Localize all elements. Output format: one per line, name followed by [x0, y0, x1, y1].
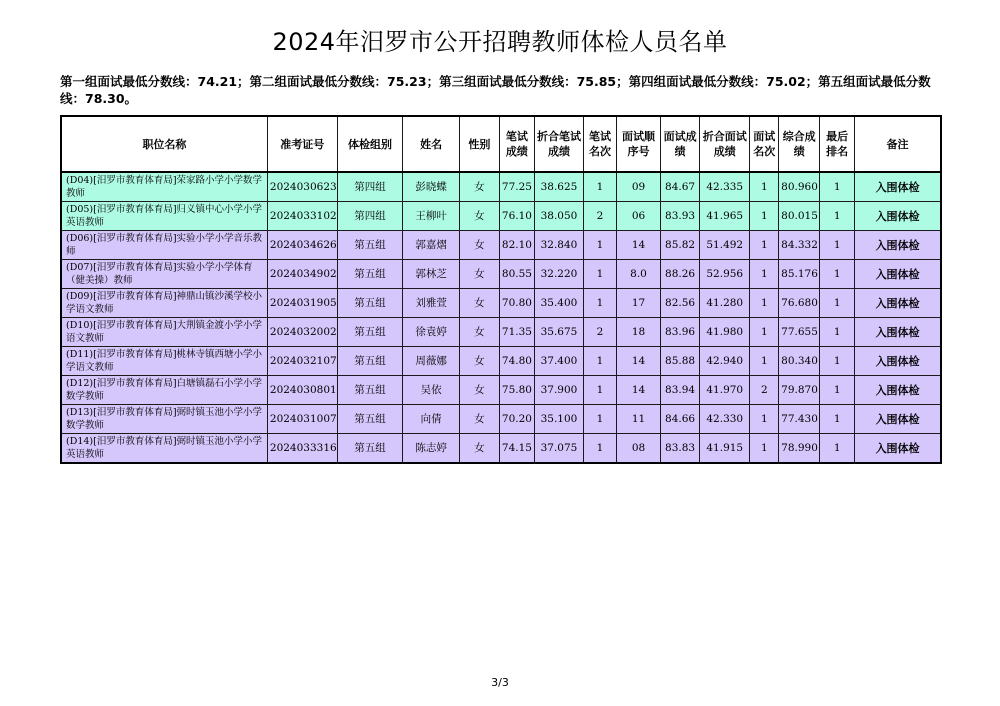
- table-cell: 第五组: [337, 318, 403, 347]
- table-cell: 郭嘉熠: [403, 231, 459, 260]
- header-row: [61, 116, 941, 172]
- table-cell: 41.280: [700, 289, 750, 318]
- table-cell: 11: [616, 405, 660, 434]
- table-cell: 1: [584, 347, 617, 376]
- table-cell: 17: [616, 289, 660, 318]
- table-cell: 女: [459, 347, 499, 376]
- table-cell: 2024030623: [267, 172, 337, 202]
- position-name-cell: (D10)[汨罗市教育体育局]大荆镇金渡小学小学语文教师: [61, 318, 267, 347]
- table-cell: 彭晓蝶: [403, 172, 459, 202]
- table-cell: 1: [584, 260, 617, 289]
- column-header: 综合成绩: [779, 116, 820, 172]
- table-row: [61, 172, 941, 202]
- table-cell: 88.26: [661, 260, 700, 289]
- column-header: 职位名称: [61, 116, 267, 172]
- table-cell: 35.400: [534, 289, 583, 318]
- position-name-cell: (D04)[汨罗市教育体育局]荣家路小学小学数学教师: [61, 172, 267, 202]
- table-cell: 1: [820, 434, 855, 464]
- table-cell: 14: [616, 347, 660, 376]
- position-name-cell: (D05)[汨罗市教育体育局]归义镇中心小学小学英语教师: [61, 202, 267, 231]
- table-cell: 70.20: [499, 405, 534, 434]
- column-header: 面试成绩: [661, 116, 700, 172]
- table-cell: 75.80: [499, 376, 534, 405]
- table-cell: 1: [820, 405, 855, 434]
- table-cell: 32.840: [534, 231, 583, 260]
- column-header: 笔试成绩: [499, 116, 534, 172]
- table-row: [61, 434, 941, 464]
- position-name-cell: (D14)[汨罗市教育体育局]弼时镇玉池小学小学英语教师: [61, 434, 267, 464]
- table-row: [61, 347, 941, 376]
- column-header: 准考证号: [267, 116, 337, 172]
- page-number: 3/3: [491, 676, 509, 689]
- table-cell: 77.655: [779, 318, 820, 347]
- table-cell: 09: [616, 172, 660, 202]
- table-cell: 1: [820, 172, 855, 202]
- table-cell: 80.960: [779, 172, 820, 202]
- table-cell: 1: [820, 202, 855, 231]
- table-cell: 83.94: [661, 376, 700, 405]
- table-cell: 1: [750, 405, 779, 434]
- position-name-cell: (D06)[汨罗市教育体育局]实验小学小学音乐教师: [61, 231, 267, 260]
- table-cell: 刘雅萱: [403, 289, 459, 318]
- column-header: 笔试名次: [584, 116, 617, 172]
- table-cell: 42.335: [700, 172, 750, 202]
- table-cell: 周薇娜: [403, 347, 459, 376]
- table-row: [61, 260, 941, 289]
- table-cell: 2024031905: [267, 289, 337, 318]
- table-cell: 83.93: [661, 202, 700, 231]
- table-row: [61, 231, 941, 260]
- table-cell: 2: [750, 376, 779, 405]
- table-cell: 女: [459, 434, 499, 464]
- score-cutoff-notice: 第一组面试最低分数线：74.21；第二组面试最低分数线：75.23；第三组面试最低分数线：75.85；第四组面试最低分数线：75.02；第五组面试最低分数线：78.30。: [60, 74, 931, 106]
- table-cell: 74.15: [499, 434, 534, 464]
- table-cell: 1: [750, 260, 779, 289]
- table-cell: 2024031007: [267, 405, 337, 434]
- remark-cell: 入围体检: [855, 376, 941, 405]
- table-cell: 37.400: [534, 347, 583, 376]
- table-cell: 1: [750, 318, 779, 347]
- table-cell: 76.680: [779, 289, 820, 318]
- table-cell: 第五组: [337, 405, 403, 434]
- table-cell: 第四组: [337, 202, 403, 231]
- remark-cell: 入围体检: [855, 434, 941, 464]
- table-cell: 74.80: [499, 347, 534, 376]
- table-cell: 80.340: [779, 347, 820, 376]
- page-title: 2024年汨罗市公开招聘教师体检人员名单: [272, 28, 728, 56]
- table-cell: 第五组: [337, 376, 403, 405]
- table-cell: 85.88: [661, 347, 700, 376]
- table-cell: 1: [750, 434, 779, 464]
- table-cell: 女: [459, 289, 499, 318]
- remark-cell: 入围体检: [855, 260, 941, 289]
- column-header: 面试名次: [750, 116, 779, 172]
- table-row: [61, 289, 941, 318]
- table-cell: 42.330: [700, 405, 750, 434]
- table-cell: 郭林芝: [403, 260, 459, 289]
- table-cell: 38.625: [534, 172, 583, 202]
- table-cell: 女: [459, 172, 499, 202]
- table-cell: 女: [459, 231, 499, 260]
- table-cell: 8.0: [616, 260, 660, 289]
- table-cell: 1: [750, 172, 779, 202]
- remark-cell: 入围体检: [855, 318, 941, 347]
- table-cell: 吴依: [403, 376, 459, 405]
- table-cell: 向倩: [403, 405, 459, 434]
- position-name-cell: (D11)[汨罗市教育体育局]桃林寺镇西塘小学小学语文教师: [61, 347, 267, 376]
- table-cell: 35.675: [534, 318, 583, 347]
- table-cell: 83.83: [661, 434, 700, 464]
- column-header: 最后排名: [820, 116, 855, 172]
- table-cell: 84.332: [779, 231, 820, 260]
- table-cell: 女: [459, 318, 499, 347]
- table-cell: 80.015: [779, 202, 820, 231]
- table-row: [61, 405, 941, 434]
- table-cell: 84.67: [661, 172, 700, 202]
- table-cell: 女: [459, 260, 499, 289]
- table-row: [61, 318, 941, 347]
- table-cell: 18: [616, 318, 660, 347]
- table-cell: 2: [584, 318, 617, 347]
- table-cell: 37.900: [534, 376, 583, 405]
- column-header: 体检组别: [337, 116, 403, 172]
- table-cell: 77.430: [779, 405, 820, 434]
- table-cell: 85.176: [779, 260, 820, 289]
- position-name-cell: (D13)[汨罗市教育体育局]弼时镇玉池小学小学数学教师: [61, 405, 267, 434]
- table-cell: 徐袁婷: [403, 318, 459, 347]
- table-cell: 1: [820, 318, 855, 347]
- table-cell: 82.10: [499, 231, 534, 260]
- table-cell: 77.25: [499, 172, 534, 202]
- table-cell: 06: [616, 202, 660, 231]
- table-cell: 女: [459, 405, 499, 434]
- column-header: 性别: [459, 116, 499, 172]
- table-cell: 1: [584, 289, 617, 318]
- table-cell: 1: [820, 289, 855, 318]
- table-cell: 1: [584, 405, 617, 434]
- table-cell: 1: [584, 231, 617, 260]
- table-row: [61, 376, 941, 405]
- table-body: [61, 172, 941, 463]
- remark-cell: 入围体检: [855, 347, 941, 376]
- table-cell: 83.96: [661, 318, 700, 347]
- table-cell: 82.56: [661, 289, 700, 318]
- position-name-cell: (D09)[汨罗市教育体育局]神鼎山镇沙溪学校小学语文教师: [61, 289, 267, 318]
- table-cell: 80.55: [499, 260, 534, 289]
- table-cell: 1: [820, 231, 855, 260]
- column-header: 面试顺序号: [616, 116, 660, 172]
- remark-cell: 入围体检: [855, 289, 941, 318]
- position-name-cell: (D12)[汨罗市教育体育局]白塘镇磊石小学小学数学教师: [61, 376, 267, 405]
- table-cell: 41.915: [700, 434, 750, 464]
- table-cell: 1: [750, 347, 779, 376]
- table-cell: 第五组: [337, 260, 403, 289]
- table-cell: 37.075: [534, 434, 583, 464]
- table-cell: 女: [459, 202, 499, 231]
- table-cell: 2: [584, 202, 617, 231]
- table-cell: 女: [459, 376, 499, 405]
- table-cell: 41.970: [700, 376, 750, 405]
- table-cell: 1: [584, 172, 617, 202]
- table-cell: 51.492: [700, 231, 750, 260]
- physical-exam-table: [60, 115, 942, 464]
- table-cell: 1: [820, 260, 855, 289]
- column-header: 折合面试成绩: [700, 116, 750, 172]
- table-cell: 14: [616, 376, 660, 405]
- position-name-cell: (D07)[汨罗市教育体育局]实验小学小学体育（健美操）教师: [61, 260, 267, 289]
- table-cell: 第五组: [337, 347, 403, 376]
- table-cell: 2024032002: [267, 318, 337, 347]
- table-cell: 1: [584, 376, 617, 405]
- table-cell: 84.66: [661, 405, 700, 434]
- table-cell: 71.35: [499, 318, 534, 347]
- remark-cell: 入围体检: [855, 202, 941, 231]
- column-header: 折合笔试成绩: [534, 116, 583, 172]
- remark-cell: 入围体检: [855, 405, 941, 434]
- remark-cell: 入围体检: [855, 172, 941, 202]
- table-cell: 32.220: [534, 260, 583, 289]
- table-cell: 76.10: [499, 202, 534, 231]
- table-cell: 79.870: [779, 376, 820, 405]
- table-cell: 85.82: [661, 231, 700, 260]
- column-header: 备注: [855, 116, 941, 172]
- table-cell: 1: [750, 289, 779, 318]
- table-cell: 1: [750, 231, 779, 260]
- table-cell: 08: [616, 434, 660, 464]
- table-cell: 2024030801: [267, 376, 337, 405]
- table-cell: 70.80: [499, 289, 534, 318]
- table-cell: 35.100: [534, 405, 583, 434]
- table-cell: 第五组: [337, 231, 403, 260]
- table-cell: 42.940: [700, 347, 750, 376]
- table-cell: 第五组: [337, 289, 403, 318]
- remark-cell: 入围体检: [855, 231, 941, 260]
- table-cell: 第五组: [337, 434, 403, 464]
- table-cell: 2024032107: [267, 347, 337, 376]
- table-cell: 14: [616, 231, 660, 260]
- table-cell: 38.050: [534, 202, 583, 231]
- table-cell: 1: [750, 202, 779, 231]
- table-cell: 2024034902: [267, 260, 337, 289]
- table-cell: 41.965: [700, 202, 750, 231]
- table-cell: 1: [820, 347, 855, 376]
- table-cell: 2024033102: [267, 202, 337, 231]
- table-row: [61, 202, 941, 231]
- table-cell: 1: [584, 434, 617, 464]
- table-cell: 2024033316: [267, 434, 337, 464]
- column-header: 姓名: [403, 116, 459, 172]
- table-cell: 陈志婷: [403, 434, 459, 464]
- table-cell: 41.980: [700, 318, 750, 347]
- table-cell: 78.990: [779, 434, 820, 464]
- table-cell: 52.956: [700, 260, 750, 289]
- table-cell: 1: [820, 376, 855, 405]
- table-cell: 2024034626: [267, 231, 337, 260]
- table-cell: 第四组: [337, 172, 403, 202]
- table-cell: 王柳叶: [403, 202, 459, 231]
